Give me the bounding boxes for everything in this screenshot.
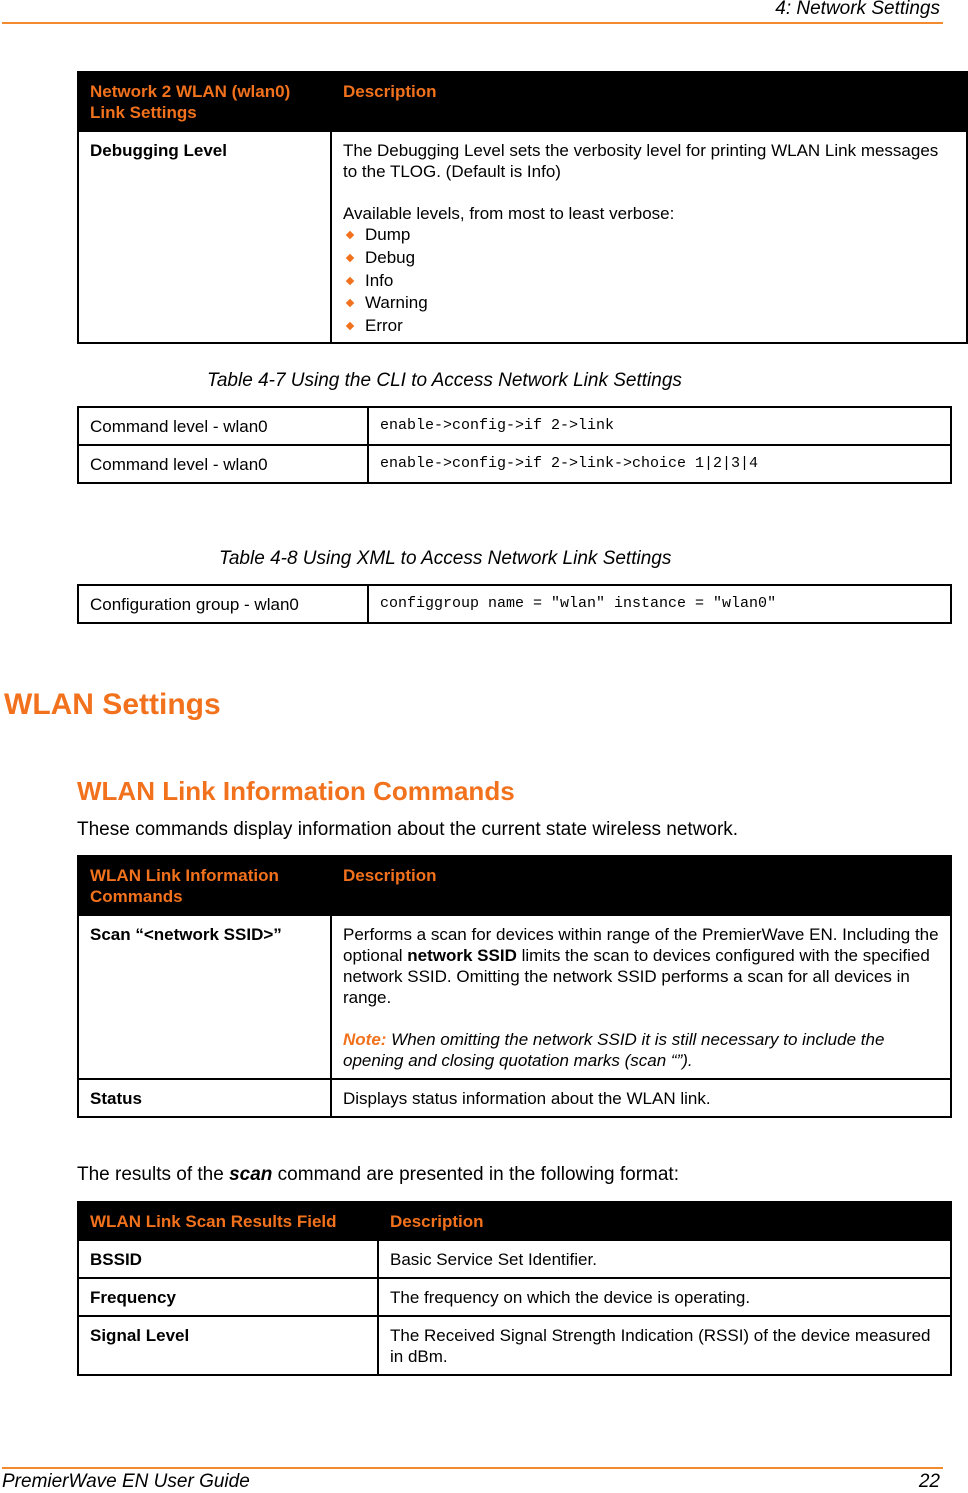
- scan-results-table: [77, 1201, 952, 1376]
- table-cell: [331, 915, 951, 1079]
- table-cell: [78, 407, 368, 445]
- wlan-info-table: [77, 855, 952, 1118]
- table-cell: [368, 445, 951, 483]
- column-header: WLAN Link Scan Results Field: [90, 1212, 337, 1231]
- column-header: WLAN Link Information Commands: [90, 866, 279, 906]
- table-cell: [368, 585, 951, 623]
- column-header: Description: [343, 866, 437, 885]
- table-header-cell: [78, 1202, 378, 1240]
- description-text: The Received Signal Strength Indication (RSSI) of the device measured in dBm.: [390, 1326, 931, 1366]
- link-settings-table: [77, 71, 968, 344]
- row-label: Status: [90, 1089, 142, 1108]
- footer-guide-title: PremierWave EN User Guide: [2, 1471, 250, 1492]
- list-item: Warning: [343, 292, 956, 315]
- note-text: Note: When omitting the network SSID it is still necessary to include the opening and closing quotation marks (scan “”).: [343, 1030, 885, 1070]
- column-header: Description: [390, 1212, 484, 1231]
- command-text: enable->config->if 2->link->choice 1|2|3|4: [380, 455, 759, 472]
- table-cell: [78, 1079, 331, 1117]
- table-cell: [378, 1240, 951, 1278]
- table-cell: [78, 131, 331, 343]
- command-text: enable->config->if 2->link: [380, 417, 615, 434]
- intro-paragraph: These commands display information about the current state wireless network.: [77, 819, 739, 840]
- list-item: Error: [343, 315, 956, 338]
- row-label: Configuration group - wlan0: [90, 595, 299, 614]
- results-intro: The results of the scan command are presented in the following format:: [77, 1164, 679, 1185]
- description-text: Performs a scan for devices within range of the PremierWave EN. Including the optional network SSID limits the scan to devices configured with the specified network SSID. Omitting the network SSID performs a scan for all devices in range.: [343, 925, 939, 1007]
- column-header: Network 2 WLAN (wlan0) Link Settings: [90, 82, 291, 122]
- table-cell: [78, 915, 331, 1079]
- list-item: Dump: [343, 224, 956, 247]
- xml-table: [77, 584, 952, 624]
- table-cell: [331, 1079, 951, 1117]
- table-header-cell: [378, 1202, 951, 1240]
- table-header-cell: [331, 72, 967, 131]
- table-cell: [78, 1240, 378, 1278]
- row-label: Debugging Level: [90, 141, 227, 160]
- table-cell: [78, 445, 368, 483]
- levels-list: [343, 224, 956, 338]
- page-number: 22: [918, 1471, 940, 1492]
- description-text: The frequency on which the device is operating.: [390, 1288, 751, 1307]
- row-label: Frequency: [90, 1288, 176, 1307]
- cli-table: [77, 406, 952, 484]
- table-cell: [378, 1278, 951, 1316]
- row-label: Command level - wlan0: [90, 455, 268, 474]
- row-label: BSSID: [90, 1250, 142, 1269]
- description-text: The Debugging Level sets the verbosity level for printing WLAN Link messages to the TLOG. (Default is Info): [343, 141, 939, 181]
- row-label: Signal Level: [90, 1326, 190, 1345]
- table-header-cell: [78, 72, 331, 131]
- row-label: Command level - wlan0: [90, 417, 268, 436]
- description-text: Available levels, from most to least verbose:: [343, 204, 675, 223]
- table-cell: [368, 407, 951, 445]
- table-cell: [78, 1278, 378, 1316]
- row-label: Scan “<network SSID>”: [90, 925, 282, 944]
- table-cell: [78, 1316, 378, 1375]
- table-cell: [378, 1316, 951, 1375]
- command-text: configgroup name = "wlan" instance = "wlan0": [380, 595, 777, 612]
- list-item: Info: [343, 270, 956, 293]
- header-rule: [2, 22, 943, 24]
- description-text: Displays status information about the WLAN link.: [343, 1089, 711, 1108]
- subsection-heading: WLAN Link Information Commands: [77, 776, 515, 806]
- table-caption: Table 4-7 Using the CLI to Access Network Link Settings: [207, 370, 682, 391]
- table-cell: [331, 131, 967, 343]
- description-text: Basic Service Set Identifier.: [390, 1250, 597, 1269]
- header-section-title: 4: Network Settings: [775, 0, 940, 19]
- section-heading: WLAN Settings: [4, 688, 221, 721]
- table-header-cell: [78, 856, 331, 915]
- table-header-cell: [331, 856, 951, 915]
- table-cell: [78, 585, 368, 623]
- table-caption: Table 4-8 Using XML to Access Network Link Settings: [219, 548, 672, 569]
- column-header: Description: [343, 82, 437, 101]
- footer-rule: [2, 1467, 943, 1469]
- list-item: Debug: [343, 247, 956, 270]
